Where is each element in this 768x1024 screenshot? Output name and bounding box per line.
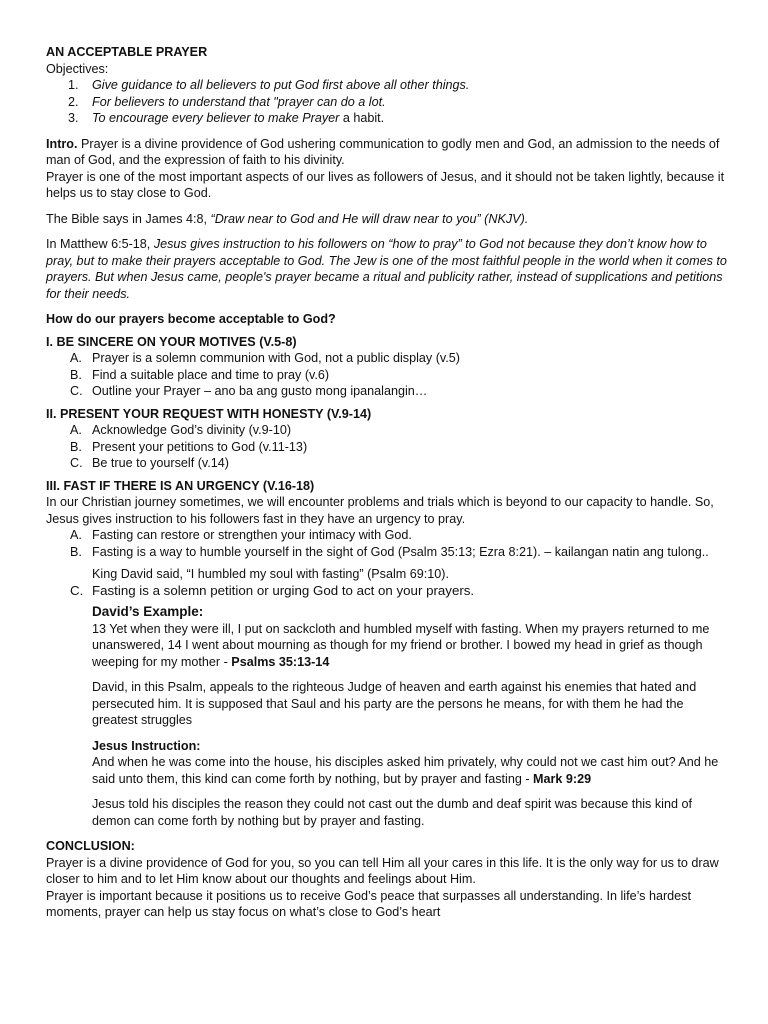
list-marker: 2. <box>68 94 79 109</box>
james-paragraph <box>46 211 728 228</box>
list-item <box>46 383 728 400</box>
list-item <box>46 350 728 367</box>
intro-label: Intro. <box>46 136 78 151</box>
list-marker: 1. <box>68 78 79 92</box>
list-marker: 3. <box>68 111 79 125</box>
list-marker: B. <box>70 367 82 382</box>
list-text: Find a suitable place and time to pray (v.6) <box>92 367 330 382</box>
jesus-instruction-body: And when he was come into the house, his disciples asked him privately, why could not we cast him out? And he said unto them, this kind can come forth by nothing, but by prayer and fasting - <box>92 755 719 786</box>
list-text: Be true to yourself (v.14) <box>92 456 229 470</box>
list-marker: C. <box>70 456 83 470</box>
list-item <box>46 367 728 384</box>
objective-text: Give guidance to all believers to put God first above all other things. <box>92 78 470 92</box>
section3-intro: In our Christian journey sometimes, we will encounter problems and trials which is beyond to our capacity to handle. So, Jesus gives instruction to his followers fast in they have an urgency to pray. <box>46 495 714 526</box>
section3-list-c <box>46 583 728 600</box>
list-item <box>46 544 728 561</box>
list-item <box>46 583 728 600</box>
list-text: Fasting can restore or strengthen your intimacy with God. <box>92 528 412 542</box>
list-marker: B. <box>70 544 82 559</box>
king-david-quote: King David said, “I humbled my soul with fasting” (Psalm 69:10). <box>92 567 449 581</box>
matthew-prefix: In Matthew 6:5-18, <box>46 237 154 251</box>
intro-paragraph <box>46 136 728 169</box>
list-marker: C. <box>70 384 83 398</box>
section1-list <box>46 350 728 400</box>
jesus-instruction-heading: Jesus Instruction: <box>92 738 201 753</box>
list-marker: B. <box>70 439 82 454</box>
list-text: Outline your Prayer – ano ba ang gusto mong ipanalangin… <box>92 384 428 398</box>
objective-text: For believers to understand that "prayer can do a lot. <box>92 94 386 109</box>
jesus-disciples-paragraph: Jesus told his disciples the reason they could not cast out the dumb and deaf spirit was because this kind of demon can come forth by nothing but by prayer and fasting. <box>92 797 692 828</box>
davids-example-ref: Psalms 35:13-14 <box>231 654 330 669</box>
section2-list <box>46 422 728 472</box>
list-marker: A. <box>70 351 82 365</box>
davids-example-body: 13 Yet when they were ill, I put on sackcloth and humbled myself with fasting. When my prayers returned to me unanswered, 14 I went about mourning as though for my friend or brother. I bowed my head in grief as though weeping for my mother - <box>92 621 710 669</box>
list-text: Acknowledge God’s divinity (v.9-10) <box>92 423 292 437</box>
section-heading: III. FAST IF THERE IS AN URGENCY (V.16-18) <box>46 478 315 493</box>
list-item <box>46 527 728 544</box>
conclusion-paragraph-1: Prayer is a divine providence of God for you, so you can tell Him all your cares in this life. It is the only way for us to draw closer to him and to let Him know about our thoughts and feelings about Him. <box>46 855 719 886</box>
list-item <box>46 439 728 456</box>
list-text: Fasting is a solemn petition or urging God to act on your prayers. <box>92 582 475 598</box>
objective-text-rest: a habit. <box>339 111 385 125</box>
james-prefix: The Bible says in James 4:8, <box>46 211 211 226</box>
matthew-paragraph <box>46 236 728 302</box>
list-marker: A. <box>70 423 82 437</box>
list-marker: C. <box>70 582 84 598</box>
davids-example-text <box>92 621 728 671</box>
conclusion-heading: CONCLUSION: <box>46 839 135 853</box>
list-text: Prayer is a solemn communion with God, not a public display (v.5) <box>92 351 460 365</box>
page-title: AN ACCEPTABLE PRAYER <box>46 45 208 59</box>
jesus-instruction-ref: Mark 9:29 <box>533 771 592 786</box>
section3-list <box>46 527 728 560</box>
list-item <box>46 422 728 439</box>
list-item <box>46 94 728 111</box>
list-text: Present your petitions to God (v.11-13) <box>92 439 308 454</box>
list-item <box>46 455 728 472</box>
section-heading: II. PRESENT YOUR REQUEST WITH HONESTY (V.9-14) <box>46 406 372 421</box>
objective-text: To encourage every believer to make Prayer <box>92 111 340 125</box>
question-heading: How do our prayers become acceptable to God? <box>46 312 336 326</box>
james-quote: “Draw near to God and He will draw near to you” (NKJV). <box>210 211 529 226</box>
list-item <box>46 110 728 127</box>
objectives-label: Objectives: <box>46 61 109 76</box>
matthew-text: Jesus gives instruction to his followers on “how to pray” to God not because they don’t know how to pray, but to make their prayers acceptable to God. The Jew is one of the most faithful people in the world when it comes to prayers. But when Jesus came, people's prayer became a ritual and publicity rather, instead of supplications and petitions for their needs. <box>46 237 727 301</box>
conclusion-paragraph-2: Prayer is important because it positions us to receive God’s peace that surpasses all understanding. In life’s hardest moments, prayer can help us stay focus on what’s close to God’s heart <box>46 888 691 919</box>
section-heading: I. BE SINCERE ON YOUR MOTIVES (V.5-8) <box>46 334 297 349</box>
list-marker: A. <box>70 528 82 542</box>
list-text: Fasting is a way to humble yourself in the sight of God (Psalm 35:13; Ezra 8:21). – kailangan natin ang tulong.. <box>92 544 709 559</box>
intro-paragraph-2: Prayer is one of the most important aspects of our lives as followers of Jesus, and it should not be taken lightly, because it helps us to stay close to God. <box>46 169 725 200</box>
intro-text: Prayer is a divine providence of God ushering communication to godly men and God, an admission to the needs of man of God, and the expression of faith to his divinity. <box>46 136 720 167</box>
jesus-instruction-text <box>92 754 728 787</box>
list-item <box>46 77 728 94</box>
objectives-list <box>46 77 728 127</box>
davids-example-heading: David’s Example: <box>92 604 204 619</box>
david-psalm-paragraph: David, in this Psalm, appeals to the righteous Judge of heaven and earth against his enemies that hated and persecuted him. It is supposed that Saul and his party are the persons he means, for with them he had the greatest struggles <box>92 680 697 727</box>
